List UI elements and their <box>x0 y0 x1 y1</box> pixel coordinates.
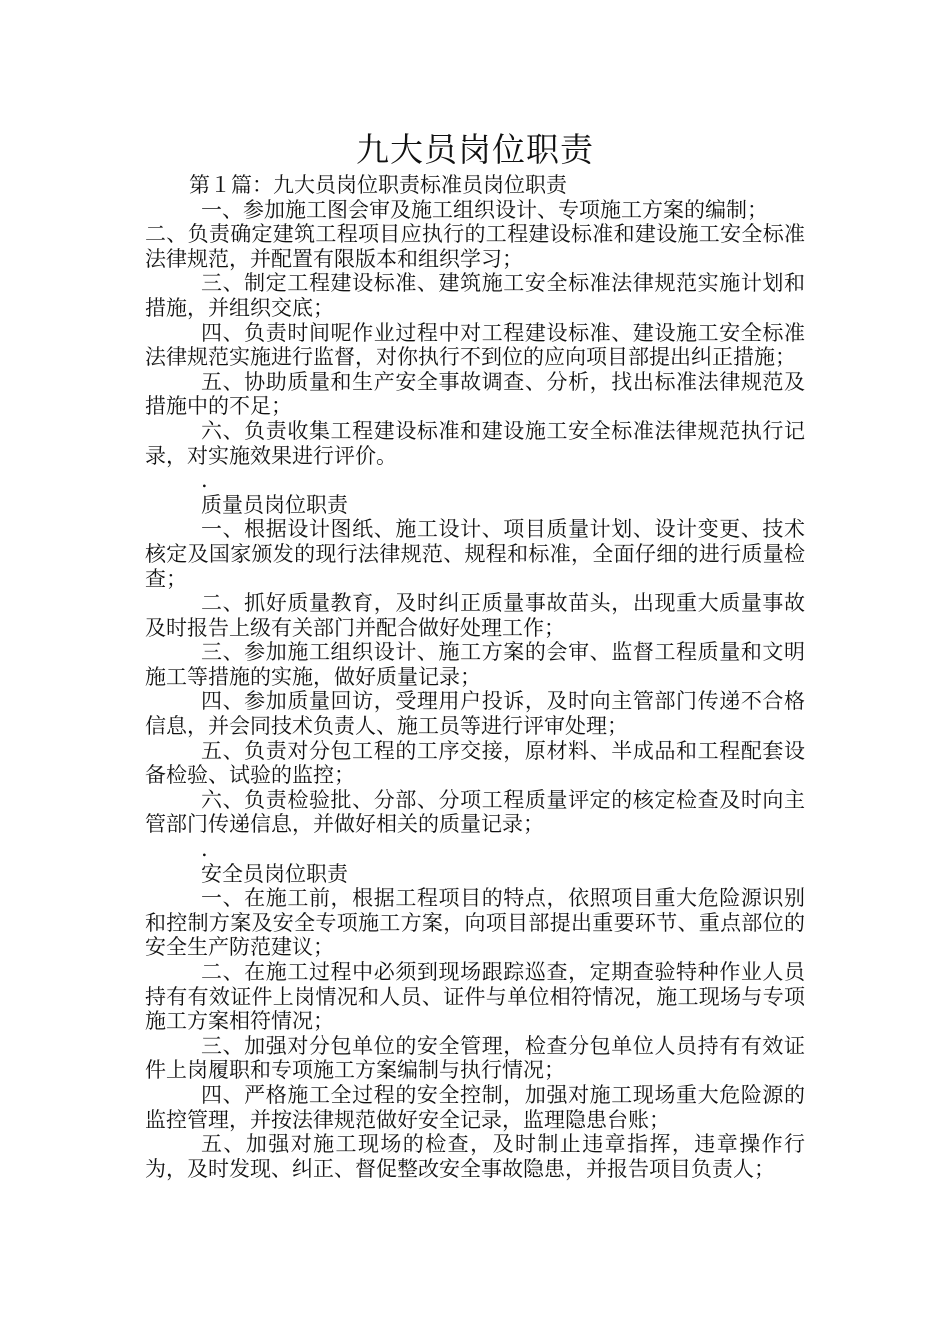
duty-paragraph: 一、根据设计图纸、施工设计、项目质量计划、设计变更、技术核定及国家颁发的现行法律规范、规程和标准，全面仔细的进行质量检查； <box>145 517 805 591</box>
duty-paragraph: 一、参加施工图会审及施工组织设计、专项施工方案的编制； <box>201 197 768 222</box>
section-separator: . <box>201 468 208 493</box>
duty-paragraph: 四、负责时间呢作业过程中对工程建设标准、建设施工安全标准法律规范实施进行监督，对你执行不到位的应向项目部提出纠正措施； <box>145 320 805 370</box>
duty-paragraph: 二、在施工过程中必须到现场跟踪巡查，定期查验特种作业人员持有有效证件上岗情况和人员、证件与单位相符情况，施工现场与专项施工方案相符情况； <box>145 960 805 1034</box>
duty-paragraph: 五、加强对施工现场的检查，及时制止违章指挥，违章操作行为，及时发现、纠正、督促整改安全事故隐患，并报告项目负责人； <box>145 1132 805 1181</box>
duty-paragraph: 二、抓好质量教育，及时纠正质量事故苗头，出现重大质量事故及时报告上级有关部门并配合做好处理工作； <box>145 591 805 640</box>
duty-paragraph: 六、负责收集工程建设标准和建设施工安全标准法律规范执行记录，对实施效果进行评价。 <box>145 418 805 468</box>
duty-paragraph: 二、负责确定建筑工程项目应执行的工程建设标准和建设施工安全标准法律规范，并配置有限版本和组织学习； <box>145 222 805 271</box>
document-title: 九大员岗位职责 <box>356 130 594 169</box>
duty-paragraph: 三、制定工程建设标准、建筑施工安全标准法律规范实施计划和措施，并组织交底； <box>145 271 805 320</box>
duty-paragraph: 四、参加质量回访，受理用户投诉，及时向主管部门传递不合格信息，并会同技术负责人、施工员等进行评审处理； <box>145 689 805 739</box>
section-safety-officer <box>145 862 805 1182</box>
section-heading: 质量员岗位职责 <box>201 492 348 517</box>
section-separator: . <box>201 837 208 862</box>
section-standards-officer <box>145 198 805 469</box>
duty-paragraph: 四、严格施工全过程的安全控制，加强对施工现场重大危险源的监控管理，并按法律规范做好安全记录，监理隐患台账； <box>145 1082 805 1132</box>
section-heading: 安全员岗位职责 <box>201 861 348 886</box>
duty-paragraph: 五、负责对分包工程的工序交接，原材料、半成品和工程配套设备检验、试验的监控； <box>145 738 805 788</box>
section-quality-officer <box>145 493 805 837</box>
duty-paragraph: 三、参加施工组织设计、施工方案的会审、监督工程质量和文明施工等措施的实施，做好质量记录； <box>145 640 805 689</box>
duty-paragraph: 六、负责检验批、分部、分项工程质量评定的核定检查及时向主管部门传递信息，并做好相关的质量记录； <box>145 787 805 837</box>
document-subtitle: 第１篇：九大员岗位职责标准员岗位职责 <box>189 173 567 197</box>
duty-paragraph: 一、在施工前，根据工程项目的特点，依照项目重大危险源识别和控制方案及安全专项施工方案，向项目部提出重要环节、重点部位的安全生产防范建议； <box>145 886 805 960</box>
duty-paragraph: 三、加强对分包单位的安全管理，检查分包单位人员持有有效证件上岗履职和专项施工方案编制与执行情况； <box>145 1033 805 1083</box>
document-page <box>145 130 805 1181</box>
duty-paragraph: 五、协助质量和生产安全事故调查、分析，找出标准法律规范及措施中的不足； <box>145 369 805 419</box>
